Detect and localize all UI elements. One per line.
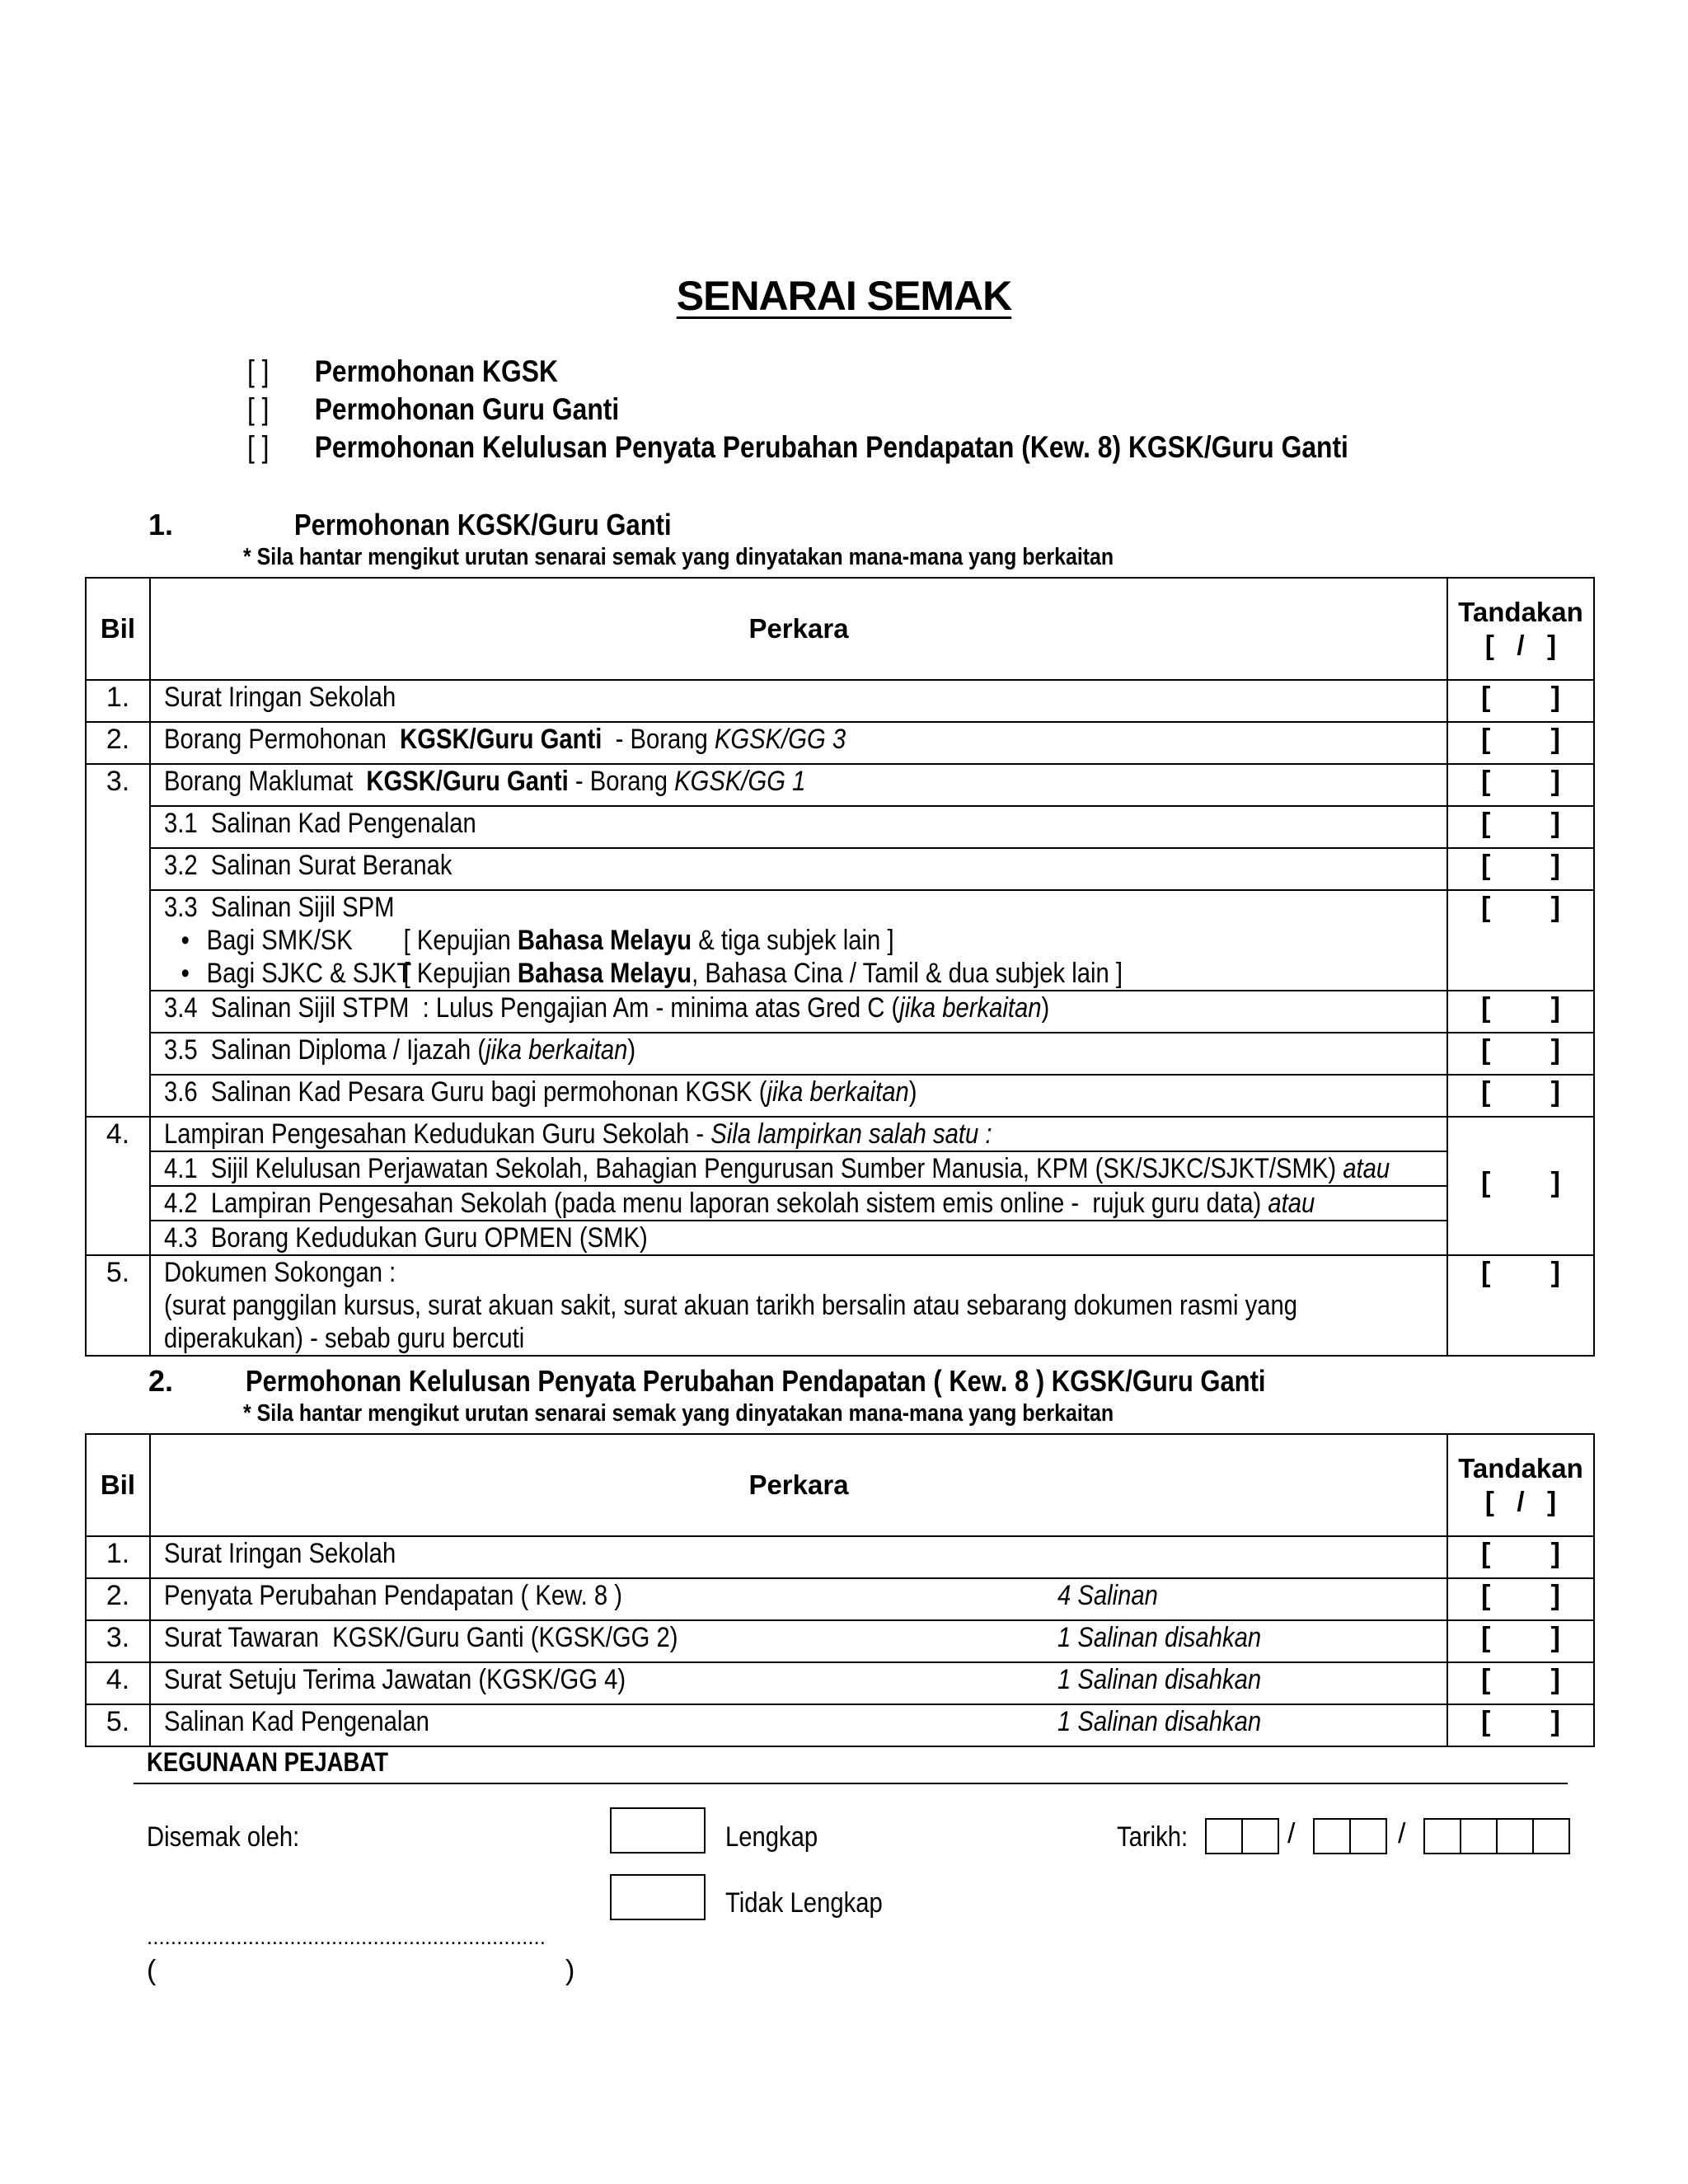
tick-box[interactable]: [ ] xyxy=(1447,1255,1594,1356)
tick-box[interactable]: [ ] xyxy=(1447,1075,1594,1117)
incomplete-label: Tidak Lengkap xyxy=(725,1887,883,1919)
date-label: Tarikh: xyxy=(1117,1821,1189,1853)
table-row xyxy=(86,806,1594,848)
office-use-title: KEGUNAAN PEJABAT xyxy=(147,1747,389,1777)
row-text: Surat Tawaran KGSK/Guru Ganti (KGSK/GG 2) 1 Salinan disahkan xyxy=(150,1620,1447,1662)
row-bil: 4. xyxy=(86,1662,150,1704)
copies-note: 4 Salinan xyxy=(1057,1580,1158,1611)
name-paren-close: ) xyxy=(565,1955,575,1986)
date-slash: / xyxy=(1398,1818,1406,1849)
table-row xyxy=(86,680,1594,722)
tick-box[interactable]: [ ] xyxy=(1447,991,1594,1033)
row-text: 3.3 Salinan Sijil SPM • Bagi SMK/SK [ Kepujian Bahasa Melayu & tiga subjek lain ] • Bagi SJKC & SJKT[ Kepujian Bahasa Melayu, Bahasa Cina / Tamil & dua subjek lain ] xyxy=(150,890,1447,991)
row-text: 3.6 Salinan Kad Pesara Guru bagi permohonan KGSK (jika berkaitan) xyxy=(150,1075,1447,1117)
table-header-row xyxy=(86,1434,1594,1536)
row-text: 3.4 Salinan Sijil STPM : Lulus Pengajian Am - minima atas Gred C (jika berkaitan) xyxy=(150,991,1447,1033)
signature-line: ................................................................... xyxy=(147,1924,546,1949)
table-row xyxy=(86,764,1594,806)
section1-title: Permohonan KGSK/Guru Ganti xyxy=(294,508,672,541)
date-year-field[interactable] xyxy=(1423,1818,1570,1854)
tick-box[interactable]: [ ] xyxy=(1447,722,1594,764)
row-bil: 3. xyxy=(86,764,150,1117)
row-text: Surat Iringan Sekolah xyxy=(150,680,1447,722)
list-item: • Bagi SMK/SK [ Kepujian Bahasa Melayu & tiga subjek lain ] xyxy=(164,924,1447,957)
table-header-row xyxy=(86,578,1594,680)
tick-box[interactable]: [ ] xyxy=(1447,1033,1594,1075)
tick-box[interactable]: [ ] xyxy=(1447,1704,1594,1746)
row-text: Borang Maklumat KGSK/Guru Ganti - Borang KGSK/GG 1 xyxy=(150,764,1447,806)
row-bil: 4. xyxy=(86,1117,150,1255)
row-text: 3.5 Salinan Diploma / Ijazah (jika berkaitan) xyxy=(150,1033,1447,1075)
row-bil: 5. xyxy=(86,1255,150,1356)
tick-box[interactable]: [ ] xyxy=(1447,1662,1594,1704)
bullet-icon: • xyxy=(181,958,190,989)
section2-note: * Sila hantar mengikut urutan senarai semak yang dinyatakan mana-mana yang berkaitan xyxy=(243,1400,1114,1427)
copies-note: 1 Salinan disahkan xyxy=(1057,1622,1262,1653)
table-row xyxy=(86,1186,1594,1221)
copies-note: 1 Salinan disahkan xyxy=(1057,1706,1262,1737)
section2-title: Permohonan Kelulusan Penyata Perubahan Pendapatan ( Kew. 8 ) KGSK/Guru Ganti xyxy=(246,1364,1266,1398)
option-kew8[interactable] xyxy=(247,430,1527,465)
row-text: 4.3 Borang Kedudukan Guru OPMEN (SMK) xyxy=(150,1221,1447,1255)
checked-by-label: Disemak oleh: xyxy=(147,1821,300,1853)
tick-box[interactable]: [ ] xyxy=(1447,1620,1594,1662)
complete-checkbox[interactable] xyxy=(610,1807,706,1854)
tick-box[interactable]: [ ] xyxy=(1447,1578,1594,1620)
date-day-field[interactable] xyxy=(1205,1818,1279,1854)
row-text: Surat Iringan Sekolah xyxy=(150,1536,1447,1578)
header-tandakan: Tandakan [ / ] xyxy=(1447,1434,1594,1536)
divider xyxy=(134,1783,1568,1784)
table-row xyxy=(86,1704,1594,1746)
tick-box[interactable]: [ ] xyxy=(1447,806,1594,848)
copies-note: 1 Salinan disahkan xyxy=(1057,1664,1262,1695)
row-text: Borang Permohonan KGSK/Guru Ganti - Borang KGSK/GG 3 xyxy=(150,722,1447,764)
section2-number: 2. xyxy=(148,1364,174,1398)
header-tandakan: Tandakan [ / ] xyxy=(1447,578,1594,680)
table-row xyxy=(86,1255,1594,1356)
row-bil: 1. xyxy=(86,1536,150,1578)
table-row xyxy=(86,1620,1594,1662)
header-bil: Bil xyxy=(86,1434,150,1536)
section1-number: 1. xyxy=(148,508,174,541)
row-text: Penyata Perubahan Pendapatan ( Kew. 8 ) 4 Salinan xyxy=(150,1578,1447,1620)
row-bil: 5. xyxy=(86,1704,150,1746)
option-checkbox[interactable]: [ ] xyxy=(247,354,270,388)
date-slash: / xyxy=(1287,1818,1296,1849)
row-text: 4.1 Sijil Kelulusan Perjawatan Sekolah, Bahagian Pengurusan Sumber Manusia, KPM (SK/SJKC/SJKT/SMK) atau xyxy=(150,1151,1447,1186)
row-text: 3.2 Salinan Surat Beranak xyxy=(150,848,1447,890)
section2-table xyxy=(85,1433,1595,1747)
table-row xyxy=(86,1536,1594,1578)
row-text: Surat Setuju Terima Jawatan (KGSK/GG 4) 1 Salinan disahkan xyxy=(150,1662,1447,1704)
row-bil: 2. xyxy=(86,1578,150,1620)
list-item: • Bagi SJKC & SJKT[ Kepujian Bahasa Melayu, Bahasa Cina / Tamil & dua subjek lain ] xyxy=(164,957,1447,990)
tick-box[interactable]: [ ] xyxy=(1447,764,1594,806)
table-row xyxy=(86,1117,1594,1151)
option-label: Permohonan Guru Ganti xyxy=(314,392,620,426)
table-row xyxy=(86,991,1594,1033)
section1-table xyxy=(85,577,1595,1357)
header-perkara: Perkara xyxy=(150,578,1447,680)
row-text: Salinan Kad Pengenalan 1 Salinan disahkan xyxy=(150,1704,1447,1746)
option-label: Permohonan Kelulusan Penyata Perubahan Pendapatan (Kew. 8) KGSK/Guru Ganti xyxy=(314,430,1348,464)
table-row xyxy=(86,722,1594,764)
tick-box[interactable]: [ ] xyxy=(1447,680,1594,722)
tick-box[interactable]: [ ] xyxy=(1447,890,1594,991)
row-text: Dokumen Sokongan : (surat panggilan kursus, surat akuan sakit, surat akuan tarikh bersalin atau sebarang dokumen rasmi yang diperakukan) - sebab guru bercuti xyxy=(150,1255,1447,1356)
table-row xyxy=(86,1075,1594,1117)
section1-note: * Sila hantar mengikut urutan senarai semak yang dinyatakan mana-mana yang berkaitan xyxy=(243,544,1114,570)
table-row xyxy=(86,1221,1594,1255)
table-row xyxy=(86,848,1594,890)
option-label: Permohonan KGSK xyxy=(314,354,558,388)
row-text: 4.2 Lampiran Pengesahan Sekolah (pada menu laporan sekolah sistem emis online - rujuk guru data) atau xyxy=(150,1186,1447,1221)
page-title: SENARAI SEMAK xyxy=(676,273,1012,319)
tick-box[interactable]: [ ] xyxy=(1447,1117,1594,1255)
complete-label: Lengkap xyxy=(725,1821,818,1853)
option-kgsk[interactable] xyxy=(247,354,608,389)
row-bil: 1. xyxy=(86,680,150,722)
table-row xyxy=(86,1578,1594,1620)
row-bil: 3. xyxy=(86,1620,150,1662)
header-bil: Bil xyxy=(86,578,150,680)
tick-box[interactable]: [ ] xyxy=(1447,1536,1594,1578)
row-text: 3.1 Salinan Kad Pengenalan xyxy=(150,806,1447,848)
incomplete-checkbox[interactable] xyxy=(610,1874,706,1920)
table-row xyxy=(86,1151,1594,1186)
bullet-icon: • xyxy=(181,925,190,956)
table-row xyxy=(86,1662,1594,1704)
table-row xyxy=(86,890,1594,991)
date-month-field[interactable] xyxy=(1313,1818,1387,1854)
header-perkara: Perkara xyxy=(150,1434,1447,1536)
tick-box[interactable]: [ ] xyxy=(1447,848,1594,890)
option-guru-ganti[interactable] xyxy=(247,392,680,427)
option-checkbox[interactable]: [ ] xyxy=(247,430,270,464)
row-bil: 2. xyxy=(86,722,150,764)
option-checkbox[interactable]: [ ] xyxy=(247,392,270,426)
name-paren-open: ( xyxy=(147,1955,157,1986)
table-row xyxy=(86,1033,1594,1075)
row-text: Lampiran Pengesahan Kedudukan Guru Sekolah - Sila lampirkan salah satu : xyxy=(150,1117,1447,1151)
